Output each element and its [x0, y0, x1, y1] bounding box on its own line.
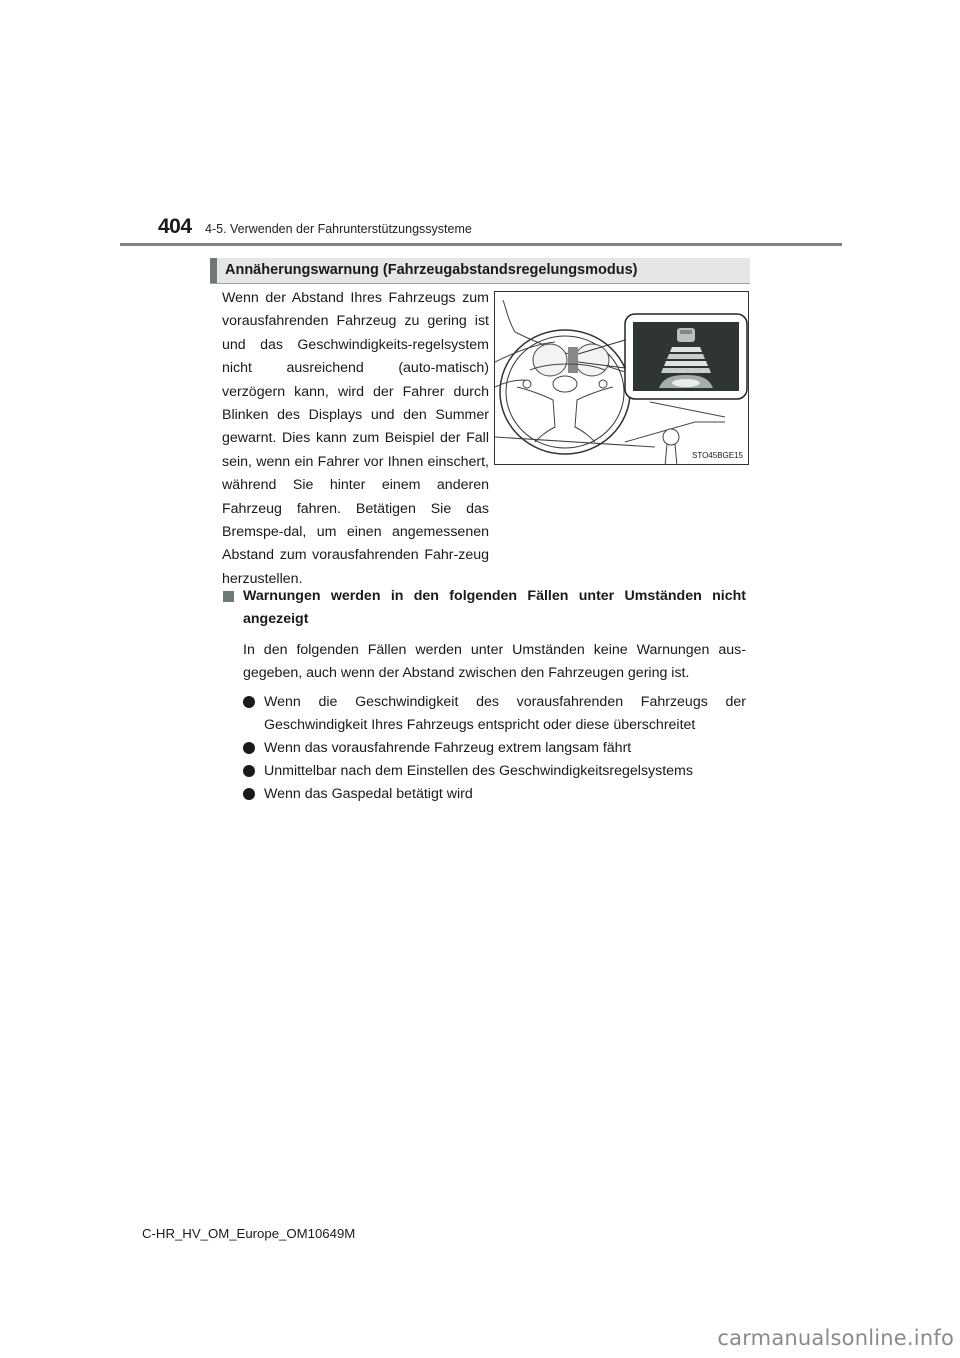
section-title-bar: [210, 258, 750, 284]
list-item-text: Wenn das vorausfahrende Fahrzeug extrem langsam fährt: [264, 739, 632, 756]
list-item-text: Wenn die Geschwindigkeit des vorausfahrenden Fahrzeugs der Geschwindigkeit Ihres Fahrzeugs entspricht oder diese überschreitet: [264, 694, 746, 733]
section-title: Annäherungswarnung (Fahrzeugabstandsregelungsmodus): [225, 262, 638, 278]
bullet-dot-icon: [243, 788, 255, 800]
subsection-heading-text: Warnungen werden in den folgenden Fällen unter Umständen nicht angezeigt: [243, 588, 746, 627]
footer-document-code: C-HR_HV_OM_Europe_OM10649M: [142, 1226, 356, 1241]
page-number: 404: [158, 215, 192, 238]
list-item: [243, 737, 746, 760]
bullet-dot-icon: [243, 696, 255, 708]
steering-wheel-illustration: [495, 292, 749, 465]
header-rule: [120, 243, 842, 246]
subsection: [222, 585, 746, 806]
bullet-list: [222, 691, 746, 805]
figure-code: STO45BGE15: [692, 451, 743, 460]
list-item: [243, 760, 746, 783]
bullet-dot-icon: [243, 742, 255, 754]
chapter-title: 4-5. Verwenden der Fahrunterstützungssysteme: [205, 222, 472, 236]
subsection-heading: [222, 585, 746, 631]
list-item-text: Wenn das Gaspedal betätigt wird: [264, 785, 473, 802]
dashboard-illustration: [494, 291, 749, 465]
section-bar-accent: [210, 258, 217, 283]
list-item-text: Unmittelbar nach dem Einstellen des Geschwindigkeitsregelsystems: [264, 762, 693, 779]
subsection-text: In den folgenden Fällen werden unter Umständen keine Warnungen aus-gegeben, auch wenn der Abstand zwischen den Fahrzeugen gering ist.: [243, 642, 746, 681]
intro-paragraph: Wenn der Abstand Ihres Fahrzeugs zum vorausfahrenden Fahrzeug zu gering ist und das Geschwindigkeits-regelsystem nicht ausreichend (auto-matisch) verzögern kann, wird der Fahrer durch Blinken des Displays und den Summer gewarnt. Dies kann zum Beispiel der Fall sein, wenn ein Fahrer vor Ihnen einschert, während Sie hinter einem anderen Fahrzeug fahren. Betätigen Sie das Bremspe-dal, um einen angemessenen Abstand zum vorausfahrenden Fahr-zeug herzustellen.: [222, 290, 489, 587]
bullet-dot-icon: [243, 765, 255, 777]
watermark-link[interactable]: carmanualsonline.info: [717, 1326, 954, 1350]
list-item: [243, 691, 746, 736]
square-bullet-icon: [223, 591, 234, 602]
list-item: [243, 783, 746, 806]
